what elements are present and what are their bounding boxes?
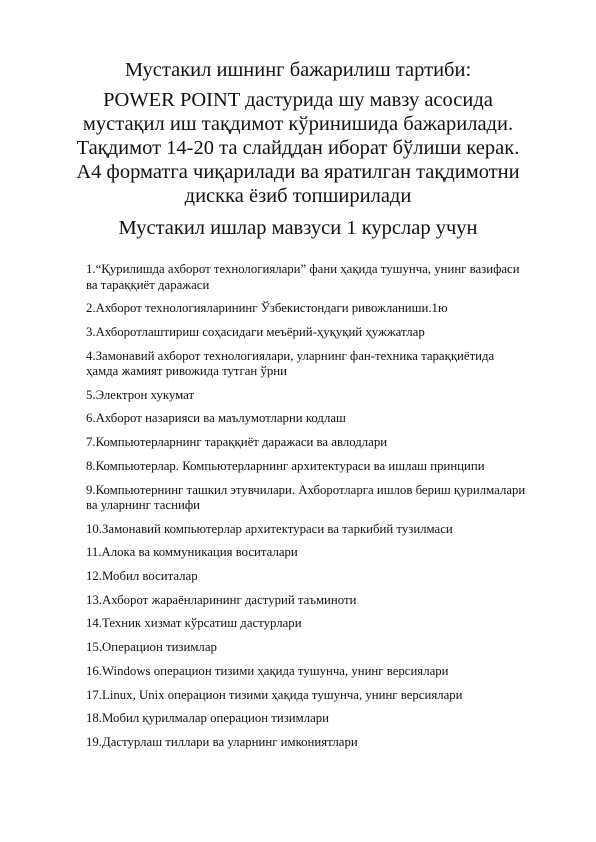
topic-item: 2.Ахборот технологияларининг Ўзбекистондаги ривожланиши.1ю [86,301,448,316]
document-header [70,58,526,240]
topic-item: 10.Замонавий компьютерлар архитектураси ва таркибий тузилмаси [86,521,453,536]
instructions-paragraph: POWER POINT дастурида шу мавзу асосида мустақил иш тақдимот кўринишида бажарилади. Тақдимот 14-20 та слайддан иборат бўлиши керак. А4 форматга чиқарилади ва яратилган тақдимотни дискка ёзиб топширилади [76,89,520,207]
topic-item: 4.Замонавий ахборот технологиялари, уларнинг фан-техника тараққиётида ҳамда жамият ривожида тутган ўрни [86,348,495,379]
topics-list [86,262,526,759]
topic-item: 11.Алока ва коммуникация воситалари [86,545,298,560]
topic-item: 5.Электрон хукумат [86,387,195,402]
topic-item: 19.Дастурлаш тиллари ва уларнинг имкониятлари [86,734,358,749]
topic-item: 17.Linux, Unix операцион тизими ҳақида тушунча, унинг версиялари [86,687,463,702]
topic-item: 16.Windows операцион тизими ҳақида тушунча, унинг версиялари [86,663,449,678]
topic-item: 15.Операцион тизимлар [86,640,217,655]
topic-item: 18.Мобил қурилмалар операцион тизимлари [86,711,330,726]
topic-item: 8.Компьютерлар. Компьютерларнинг архитектураси ва ишлаш принципи [86,458,485,473]
topic-item: 3.Ахборотлаштириш соҳасидаги меъёрий-ҳуқуқий ҳужжатлар [86,324,425,339]
topic-item: 1.“Қурилишда ахборот технологиялари” фани ҳақида тушунча, унинг вазифаси ва тараққиёт даражаси [86,262,520,292]
topic-item: 7.Компьютерларнинг тараққиёт даражаси ва авлодлари [86,435,388,450]
topic-item: 12.Мобил воситалар [86,569,198,584]
topics-heading: Мустакил ишлар мавзуси 1 курслар учун [118,217,478,239]
topic-item: 13.Ахборот жараёнларининг дастурий таъминоти [86,592,357,607]
topic-item: 6.Ахборот назарияси ва маълумотларни кодлаш [86,411,346,426]
document-title: Мустакил ишнинг бажарилиш тартиби: [124,59,472,81]
topic-item: 14.Техник хизмат кўрсатиш дастурлари [86,616,302,631]
topic-item: 9.Компьютернинг ташкил этувчилари. Ахборотларга ишлов бериш қурилмалари ва уларнинг таснифи [86,482,526,512]
